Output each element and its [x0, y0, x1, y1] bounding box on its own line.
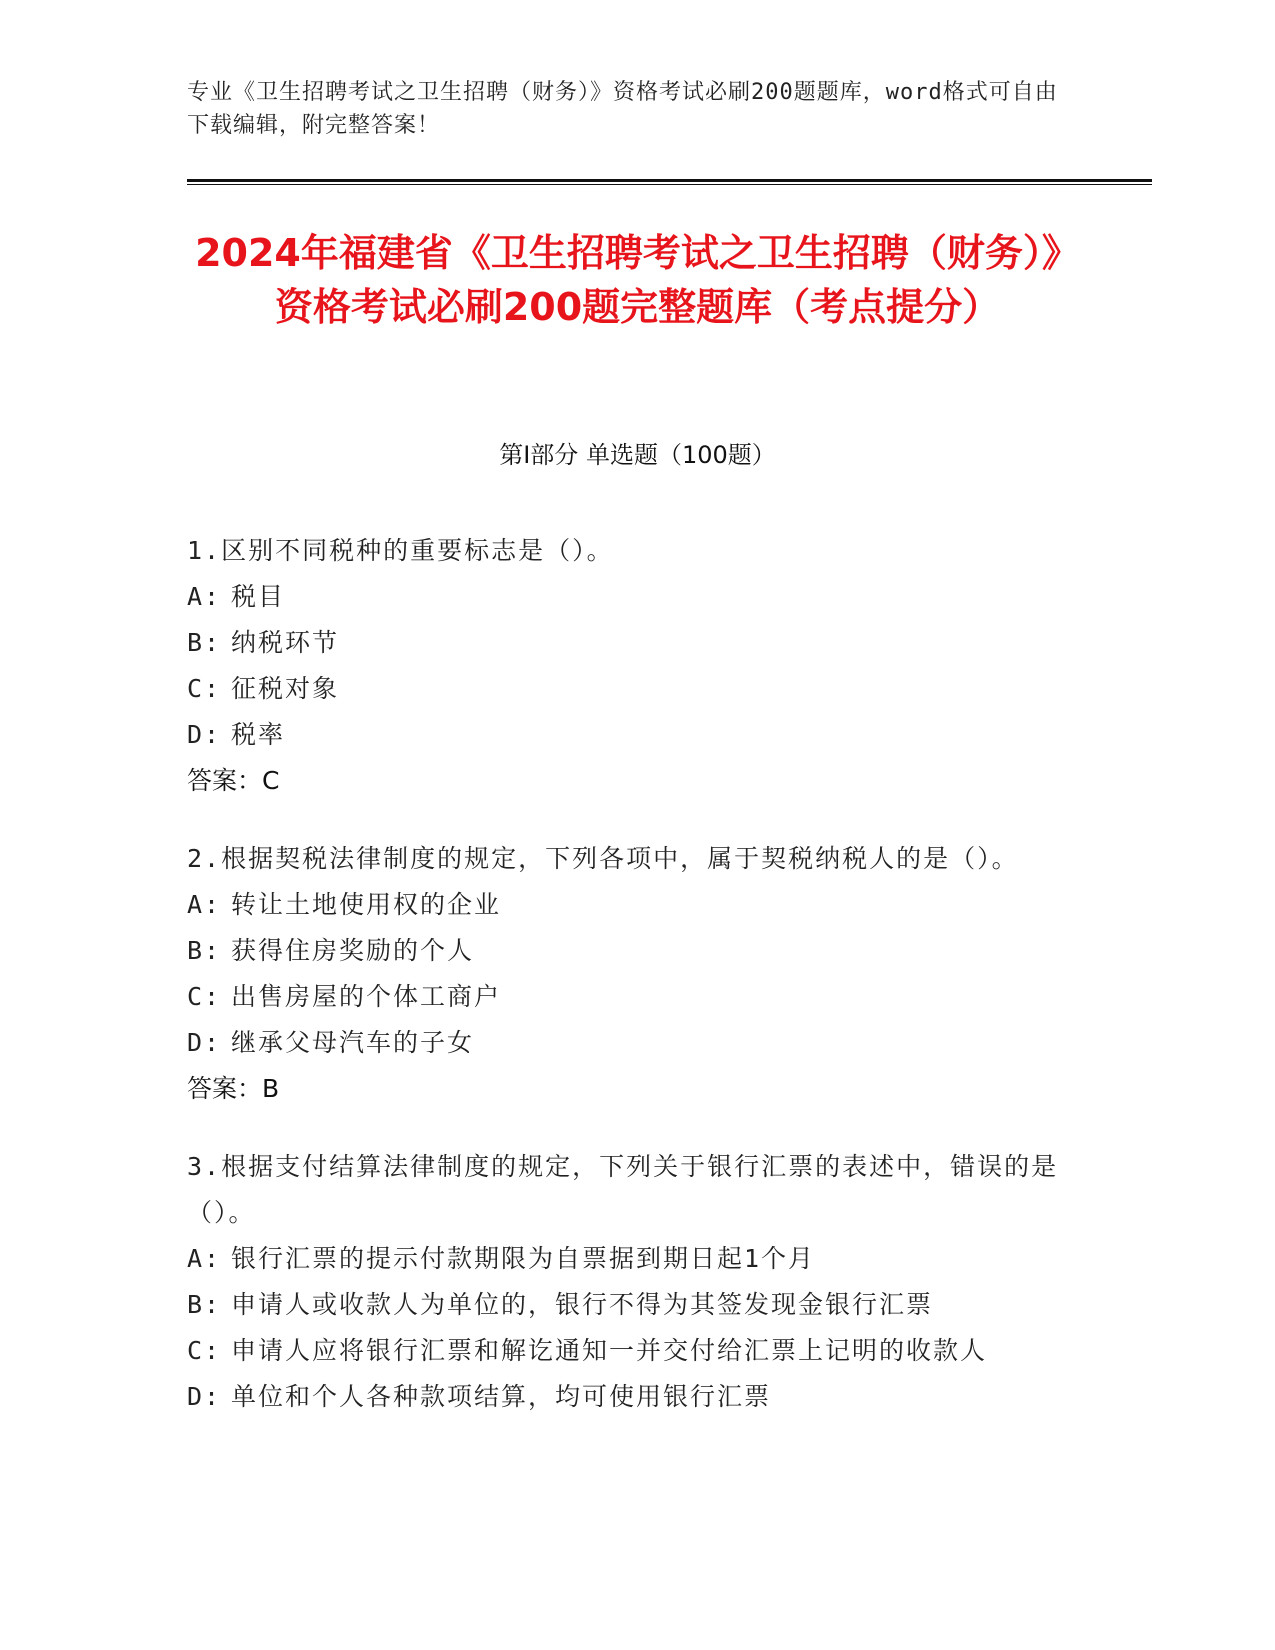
question-2	[187, 836, 1067, 1112]
option-d	[187, 1374, 1067, 1420]
option-key: D:	[187, 1382, 222, 1411]
option-key: A:	[187, 890, 222, 919]
option-key: A:	[187, 582, 222, 611]
answer-line: 答案：B	[187, 1074, 280, 1103]
question-stem: 1.区别不同税种的重要标志是（）。	[187, 536, 614, 565]
answer-line: 答案：C	[187, 766, 280, 795]
header-note: 专业《卫生招聘考试之卫生招聘（财务）》资格考试必刷200题题库，word格式可自由下载编辑，附完整答案！	[187, 80, 1058, 138]
option-c	[187, 666, 1067, 712]
option-b	[187, 620, 1067, 666]
option-a	[187, 574, 1067, 620]
option-text: 税率	[231, 720, 286, 749]
option-text: 继承父母汽车的子女	[231, 1028, 475, 1057]
option-key: C:	[187, 674, 222, 703]
option-d	[187, 712, 1067, 758]
header-divider-thin	[187, 184, 1152, 185]
option-d	[187, 1020, 1067, 1066]
question-list	[187, 528, 1067, 1452]
option-key: B:	[187, 936, 222, 965]
header-divider-thick	[187, 179, 1152, 182]
option-text: 纳税环节	[231, 628, 340, 657]
question-1	[187, 528, 1067, 804]
option-a	[187, 1236, 1067, 1282]
section-title: 第Ⅰ部分 单选题（100题）	[499, 441, 776, 469]
option-a	[187, 882, 1067, 928]
option-text: 出售房屋的个体工商户	[231, 982, 502, 1011]
option-b	[187, 928, 1067, 974]
question-stem: 2.根据契税法律制度的规定，下列各项中，属于契税纳税人的是（）。	[187, 844, 1019, 873]
option-c	[187, 1328, 1067, 1374]
option-text: 银行汇票的提示付款期限为自票据到期日起1个月	[231, 1244, 816, 1273]
question-stem: 3.根据支付结算法律制度的规定，下列关于银行汇票的表述中，错误的是（）。	[187, 1152, 1059, 1227]
option-key: A:	[187, 1244, 222, 1273]
option-key: D:	[187, 720, 222, 749]
option-key: C:	[187, 1336, 222, 1365]
option-text: 获得住房奖励的个人	[231, 936, 475, 965]
option-text: 申请人应将银行汇票和解讫通知一并交付给汇票上记明的收款人	[231, 1336, 988, 1365]
option-key: B:	[187, 628, 222, 657]
document-title: 2024年福建省《卫生招聘考试之卫生招聘（财务）》资格考试必刷200题完整题库（考点提分）	[195, 231, 1080, 329]
option-key: C:	[187, 982, 222, 1011]
option-key: B:	[187, 1290, 222, 1319]
option-text: 转让土地使用权的企业	[231, 890, 502, 919]
option-text: 征税对象	[231, 674, 340, 703]
option-c	[187, 974, 1067, 1020]
option-key: D:	[187, 1028, 222, 1057]
option-text: 申请人或收款人为单位的，银行不得为其签发现金银行汇票	[231, 1290, 934, 1319]
question-3	[187, 1144, 1067, 1420]
option-b	[187, 1282, 1067, 1328]
option-text: 单位和个人各种款项结算，均可使用银行汇票	[231, 1382, 772, 1411]
option-text: 税目	[231, 582, 286, 611]
